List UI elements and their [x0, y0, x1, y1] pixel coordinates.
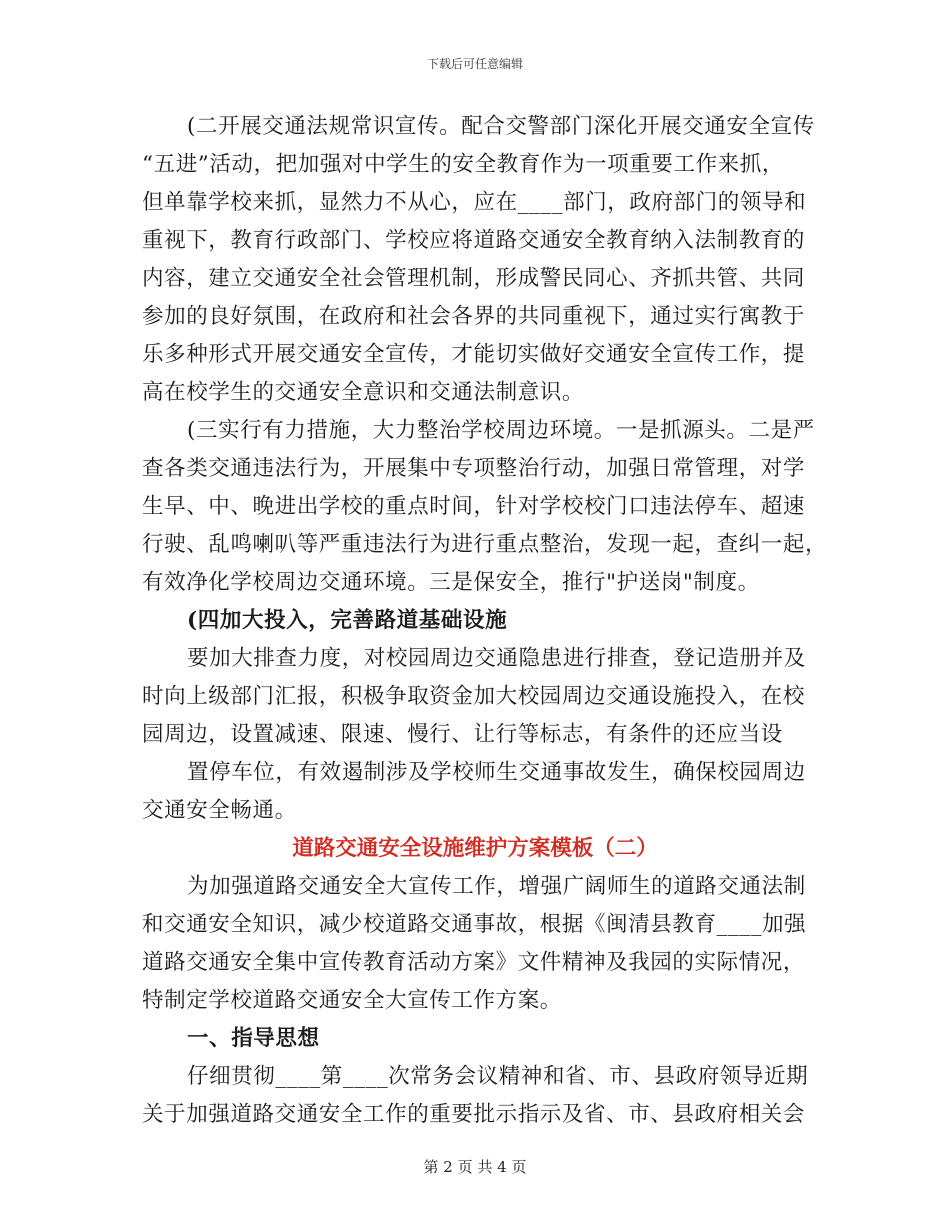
paragraph-line: 关于加强道路交通安全工作的重要批示指示及省、市、县政府相关会	[142, 1102, 806, 1127]
paragraph-line: 行驶、乱鸣喇叭等严重违法行为进行重点整治，发现一起，查纠一起，	[142, 532, 828, 557]
paragraph-line: 和交通安全知识，减少校道路交通事故，根据《闽清县教育____加强	[142, 912, 807, 937]
paragraph-line: 参加的良好氛围，在政府和社会各界的共同重视下，通过实行寓教于	[142, 304, 806, 329]
document-title: 道路交通安全设施维护方案模板（二）	[292, 836, 658, 861]
paragraph-line: 有效净化学校周边交通环境。三是保安全，推行"护送岗"制度。	[142, 570, 760, 595]
page-footer: 第 2 页 共 4 页	[423, 1158, 527, 1176]
paragraph-line: 生早、中、晚进出学校的重点时间，针对学校校门口违法停车、超速	[142, 494, 806, 519]
paragraph-line: “五进”活动，把加强对中学生的安全教育作为一项重要工作来抓，	[142, 152, 784, 177]
paragraph-line: 仔细贯彻____第____次常务会议精神和省、市、县政府领导近期	[187, 1064, 809, 1089]
page-header: 下载后可任意编辑	[426, 57, 523, 71]
paragraph-line: 乐多种形式开展交通安全宣传，才能切实做好交通安全宣传工作，提	[142, 342, 806, 367]
paragraph-line: 交通安全畅通。	[142, 798, 297, 823]
paragraph-line: 为加强道路交通安全大宣传工作，增强广阔师生的道路交通法制	[187, 874, 806, 899]
paragraph-line: 园周边，设置减速、限速、慢行、让行等标志，有条件的还应当设	[142, 722, 783, 747]
paragraph-line: 时向上级部门汇报，积极争取资金加大校园周边交通设施投入，在校	[142, 684, 806, 709]
paragraph-line: 重视下，教育行政部门、学校应将道路交通安全教育纳入法制教育的	[142, 228, 806, 253]
paragraph-line: 道路交通安全集中宣传教育活动方案》文件精神及我园的实际情况，	[142, 950, 806, 975]
paragraph-line: (二开展交通法规常识宣传。配合交警部门深化开展交通安全宣传	[187, 114, 815, 139]
section-heading: 一、指导思想	[187, 1026, 320, 1051]
paragraph-line: 要加大排查力度，对校园周边交通隐患进行排查，登记造册并及	[187, 646, 806, 671]
section-heading: (四加大投入，完善路道基础设施	[187, 608, 508, 633]
paragraph-line: 但单靠学校来抓，显然力不从心，应在____部门，政府部门的领导和	[142, 190, 807, 215]
paragraph-line: 内容，建立交通安全社会管理机制，形成警民同心、齐抓共管、共同	[142, 266, 806, 291]
paragraph-line: 特制定学校道路交通安全大宣传工作方案。	[142, 988, 562, 1013]
paragraph-line: 置停车位，有效遏制涉及学校师生交通事故发生，确保校园周边	[187, 760, 806, 785]
paragraph-line: 高在校学生的交通安全意识和交通法制意识。	[142, 380, 585, 405]
paragraph-line: (三实行有力措施，大力整治学校周边环境。一是抓源头。二是严	[187, 418, 815, 443]
paragraph-line: 查各类交通违法行为，开展集中专项整治行动，加强日常管理，对学	[142, 456, 806, 481]
